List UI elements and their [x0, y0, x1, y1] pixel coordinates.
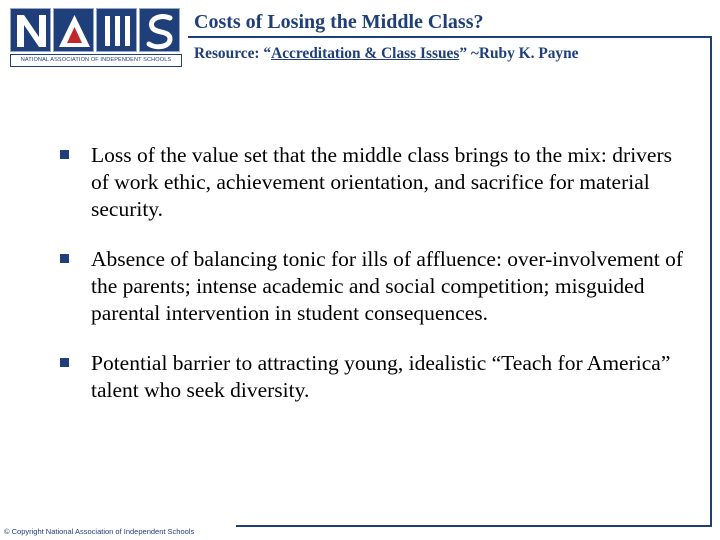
- page-subtitle: [194, 45, 579, 63]
- bullet-item: [60, 246, 690, 327]
- n-letter-icon: [10, 8, 51, 52]
- subtitle-prefix: Resource: “: [194, 45, 272, 62]
- square-bullet-icon: [60, 358, 69, 367]
- nais-logo: [10, 8, 182, 66]
- columns-icon: [96, 8, 137, 52]
- bullet-item: [60, 142, 690, 223]
- header-rule: [188, 36, 712, 38]
- s-swirl-icon: [139, 8, 180, 52]
- bullet-text: Absence of balancing tonic for ills of affluence: over-involvement of the parents; intense academic and social competition; misguided parental intervention in student consequences.: [91, 247, 684, 325]
- page-title: Costs of Losing the Middle Class?: [194, 11, 484, 33]
- copyright-notice: © Copyright National Association of Independent Schools: [4, 527, 195, 536]
- square-bullet-icon: [60, 150, 69, 159]
- logo-caption: NATIONAL ASSOCIATION OF INDEPENDENT SCHOOLS: [10, 54, 182, 67]
- square-bullet-icon: [60, 254, 69, 263]
- right-border-rule: [710, 36, 712, 526]
- bullet-list: [60, 142, 690, 427]
- footer-rule: [236, 525, 712, 527]
- bullet-text: Potential barrier to attracting young, idealistic “Teach for America” talent who seek diversity.: [91, 351, 671, 402]
- logo-tiles: [10, 8, 182, 52]
- triangle-icon: [53, 8, 94, 52]
- subtitle-suffix: ” ~Ruby K. Payne: [459, 45, 579, 62]
- resource-link[interactable]: Accreditation & Class Issues: [271, 45, 460, 62]
- bullet-text: Loss of the value set that the middle class brings to the mix: drivers of work ethic, achievement orientation, and sacrifice for material security.: [91, 143, 672, 221]
- bullet-item: [60, 350, 690, 404]
